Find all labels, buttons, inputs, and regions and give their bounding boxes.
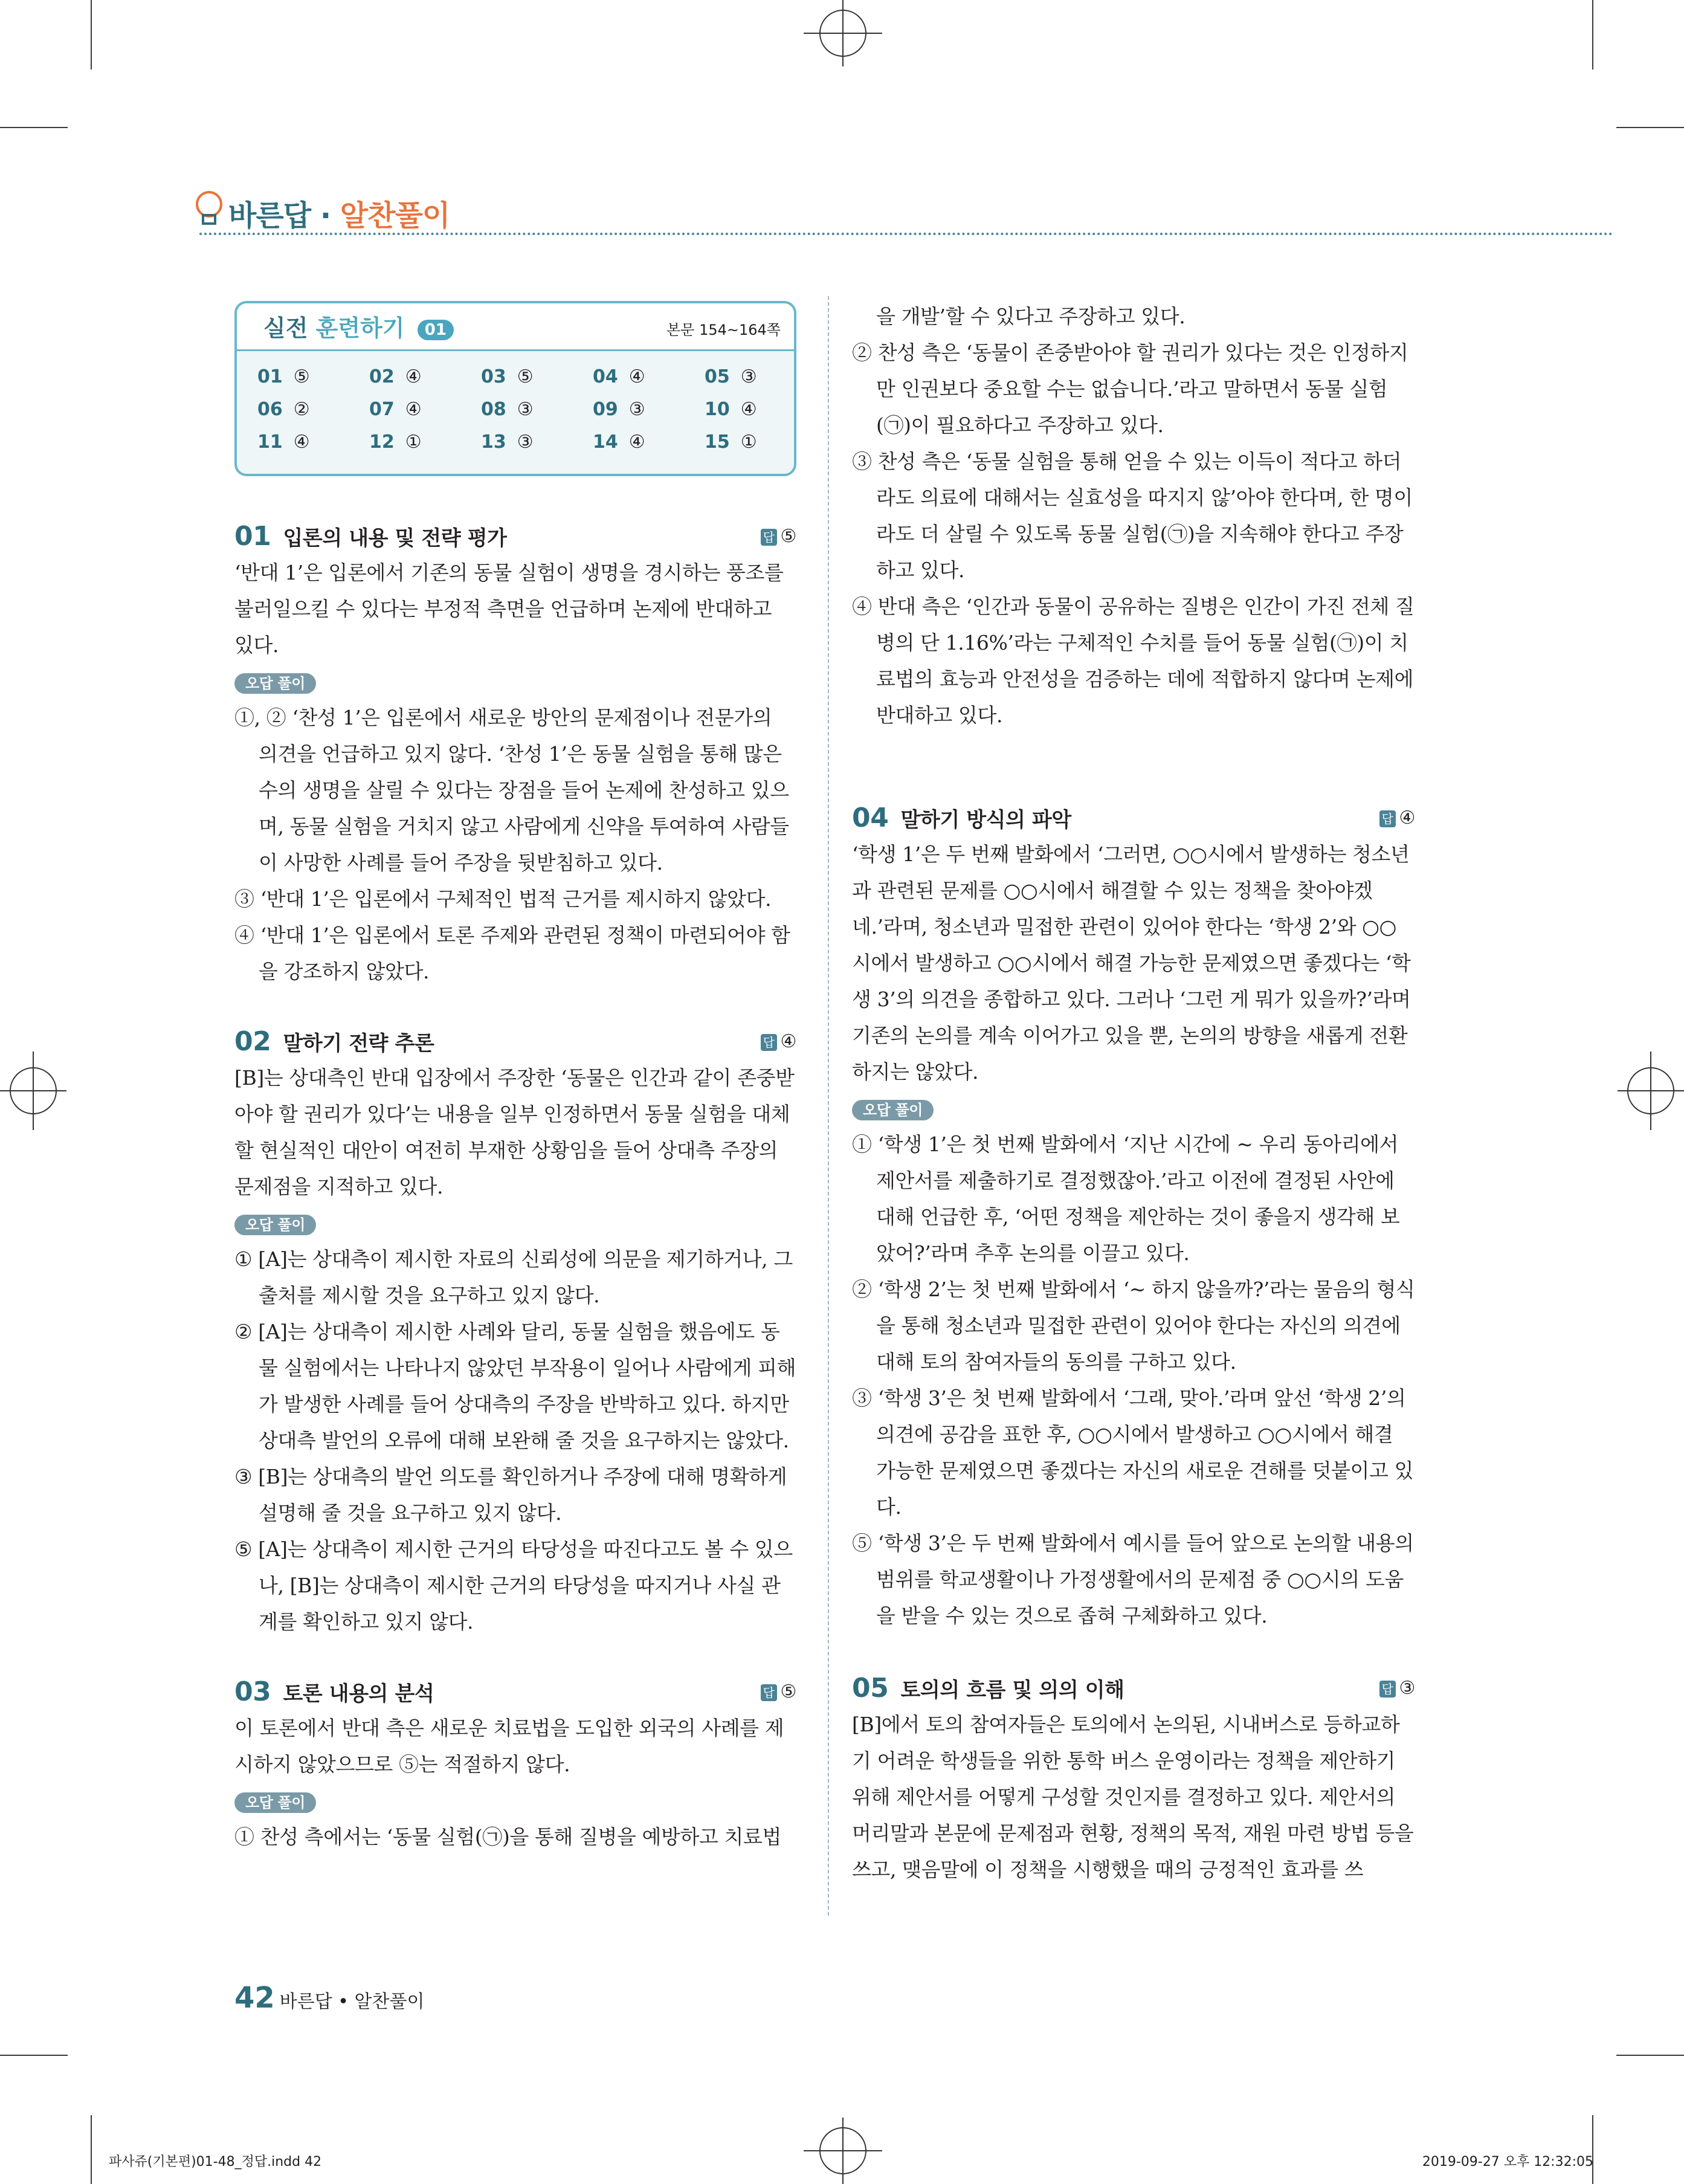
answer-cell-number: 13 — [481, 431, 506, 453]
answer-label: 답 — [1379, 810, 1396, 827]
answer-cell-value: ④ — [740, 399, 757, 420]
section-number: 05 — [852, 1673, 889, 1704]
answer-cell — [481, 431, 534, 453]
wrong-answer-badge: 오답 풀이 — [234, 1215, 316, 1235]
section-01-title — [234, 519, 796, 555]
section-number: 01 — [234, 521, 271, 552]
answer-cell-value: ① — [405, 431, 422, 453]
answer-cell-number: 14 — [593, 431, 618, 453]
answer-cell-value: ③ — [517, 431, 534, 453]
registration-mark-bottom — [798, 2118, 888, 2184]
answer-cell-value: ③ — [740, 366, 757, 387]
answer-cell-number: 11 — [257, 431, 283, 453]
slug-right: 2019-09-27 오후 12:32:05 — [1422, 2154, 1593, 2169]
answer-cell-number: 09 — [593, 399, 618, 420]
answer-mark — [1379, 800, 1415, 836]
section-02-title — [234, 1024, 796, 1060]
answer-cell — [257, 366, 310, 387]
title-num: 01 — [418, 320, 454, 340]
answer-value: ④ — [1399, 807, 1415, 829]
crop-mark — [0, 2055, 68, 2056]
section-02-body: [B]는 상대측인 반대 입장에서 주장한 ‘동물은 인간과 같이 존중받아야 할 권리가 있다’는 내용을 일부 인정하면서 동물 실험을 대체할 현실적인 대안이 여전히 부재한 상황임을 들어 상대측 주장의 문제점을 지적하고 있다. — [234, 1066, 795, 1198]
right-column — [852, 299, 1415, 1888]
crop-mark — [1616, 2055, 1684, 2056]
answer-cell-value: ① — [740, 431, 757, 453]
answer-cell-number: 15 — [705, 431, 730, 453]
section-01-body: ‘반대 1’은 입론에서 기존의 동물 실험이 생명을 경시하는 풍조를 불러일으킬 수 있다는 부정적 측면을 언급하며 논제에 반대하고 있다. — [234, 561, 784, 657]
answer-mark — [761, 1024, 796, 1060]
answer-label: 답 — [761, 1684, 777, 1701]
wrong-answer-badge: 오답 풀이 — [852, 1100, 934, 1120]
section-title-text: 말하기 전략 추론 — [283, 1032, 434, 1056]
answer-cell-value: ③ — [628, 399, 645, 420]
answer-label: 답 — [761, 1034, 777, 1051]
section-title-text: 토의의 흐름 및 의의 이해 — [900, 1678, 1124, 1702]
crop-mark — [1616, 127, 1684, 128]
answer-summary-box — [234, 301, 796, 476]
answer-mark — [761, 519, 796, 555]
crop-mark — [91, 0, 92, 69]
answer-summary-header — [237, 303, 794, 351]
registration-mark-left — [0, 1045, 66, 1136]
section-04-item: ① ‘학생 1’은 첫 번째 발화에서 ‘지난 시간에 ~ 우리 동아리에서 제안서를 제출하기로 결정했잖아.’라고 이전에 결정된 사안에 대해 언급한 후, ‘어떤 정책을 제안하는 것이 좋을지 생각해 보았어?’라며 추후 논의를 이끌고 있다. — [852, 1132, 1400, 1265]
section-number: 02 — [234, 1026, 271, 1057]
section-number: 04 — [852, 803, 889, 833]
section-04-item: ⑤ ‘학생 3’은 두 번째 발화에서 예시를 들어 앞으로 논의할 내용의 범위를 학교생활이나 가정생활에서의 문제점 중 ○○시의 도움을 받을 수 있는 것으로 좁혀 구체화하고 있다. — [852, 1531, 1414, 1627]
answer-cell-number: 02 — [369, 366, 395, 387]
answer-value: ⑤ — [780, 1681, 796, 1702]
answer-cell-number: 07 — [369, 399, 395, 420]
answer-cell-value: ④ — [405, 366, 422, 387]
answer-cell — [705, 431, 757, 453]
answer-cell-number: 08 — [481, 399, 506, 420]
answer-mark — [1379, 1670, 1415, 1707]
answer-cell — [593, 399, 645, 420]
header-rule — [199, 233, 1613, 235]
answer-cell — [481, 366, 534, 387]
section-04-title — [852, 800, 1415, 836]
answer-cell-number: 10 — [705, 399, 730, 420]
section-05-body: [B]에서 토의 참여자들은 토의에서 논의된, 시내버스로 등하교하기 어려운 학생들을 위한 통학 버스 운영이라는 정책을 제안하기 위해 제안서를 어떻게 구성할 것인지를 결정하고 있다. 제안서의 머리말과 본문에 문제점과 현황, 정책의 목적, 재원 마련 방법 등을 쓰고, 맺음말에 이 정책을 시행했을 때의 긍정적인 효과를 쓰 — [852, 1713, 1414, 1881]
answer-cell-value: ③ — [517, 399, 534, 420]
registration-mark-top — [798, 0, 888, 66]
section-title-text: 입론의 내용 및 전략 평가 — [283, 526, 507, 551]
answer-cell — [369, 366, 422, 387]
wrong-answer-badge: 오답 풀이 — [234, 673, 316, 694]
brand-title-a: 바른답 — [228, 199, 311, 233]
answer-cell — [369, 431, 422, 453]
answer-cell — [593, 431, 645, 453]
answer-value: ⑤ — [780, 526, 796, 547]
answer-cell — [257, 431, 310, 453]
section-02-item: ② [A]는 상대측이 제시한 사례와 달리, 동물 실험을 했음에도 동물 실험에서는 나타나지 않았던 부작용이 일어나 사람에게 피해가 발생한 사례를 들어 상대측의 주장을 반박하고 있다. 하지만 상대측 발언의 오류에 대해 보완해 줄 것을 요구하지는 않았다. — [234, 1320, 796, 1452]
answer-cell — [257, 399, 310, 420]
wrong-answer-badge: 오답 풀이 — [234, 1792, 316, 1813]
section-number: 03 — [234, 1676, 271, 1707]
page-number — [234, 1981, 424, 2015]
section-03-item-continued: 을 개발’할 수 있다고 주장하고 있다. — [876, 305, 1186, 328]
section-01-item: ①, ② ‘찬성 1’은 입론에서 새로운 방안의 문제점이나 전문가의 의견을 언급하고 있지 않다. ‘찬성 1’은 동물 실험을 통해 많은 수의 생명을 살릴 수 있다는 장점을 들어 논제에 찬성하고 있으며, 동물 실험을 거치지 않고 사람에게 신약을 투여하여 사람들이 사망한 사례를 들어 주장을 뒷받침하고 있다. — [234, 706, 789, 874]
page-number-value: 42 — [234, 1981, 275, 2015]
answer-cell-value: ④ — [628, 366, 645, 387]
answer-cell — [369, 399, 422, 420]
answer-cell — [705, 366, 757, 387]
answer-value: ③ — [1399, 1678, 1415, 1699]
crop-mark — [1592, 2115, 1593, 2184]
section-02-item: ① [A]는 상대측이 제시한 자료의 신뢰성에 의문을 제기하거나, 그 출처를 제시할 것을 요구하고 있지 않다. — [234, 1247, 793, 1307]
answer-cell-value: ④ — [405, 399, 422, 420]
registration-mark-right — [1618, 1045, 1684, 1136]
section-04-body: ‘학생 1’은 두 번째 발화에서 ‘그러면, ○○시에서 발생하는 청소년과 관련된 문제를 ○○시에서 해결할 수 있는 정책을 찾아야겠네.’라며, 청소년과 밀접한 관련이 있어야 한다는 ‘학생 2’와 ○○시에서 발생하고 ○○시에서 해결 가능한 문제였으면 좋겠다는 ‘학생 3’의 의견을 종합하고 있다. 그러나 ‘그런 게 뭐가 있을까?’라며 기존의 논의를 계속 이어가고 있을 뿐, 논의의 방향을 새롭게 전환하지는 않았다. — [852, 842, 1411, 1084]
answer-label: 답 — [761, 529, 777, 546]
crop-mark — [0, 127, 68, 128]
left-column — [234, 519, 796, 1855]
page-ref: 본문 154~164쪽 — [666, 321, 781, 338]
section-title-text: 말하기 방식의 파악 — [900, 808, 1071, 832]
answer-label: 답 — [1379, 1681, 1396, 1698]
section-02-item: ③ [B]는 상대측의 발언 의도를 확인하거나 주장에 대해 명확하게 설명해 줄 것을 요구하고 있지 않다. — [234, 1465, 787, 1525]
answer-cell-number: 06 — [257, 399, 283, 420]
page-label: 바른답 • 알찬풀이 — [279, 1991, 425, 2012]
crop-mark — [1592, 0, 1593, 69]
section-02-item: ⑤ [A]는 상대측이 제시한 근거의 타당성을 따진다고도 볼 수 있으나, [B]는 상대측이 제시한 근거의 타당성을 따지거나 사실 관계를 확인하고 있지 않다. — [234, 1537, 793, 1633]
brand-title — [228, 192, 450, 234]
section-01-item: ③ ‘반대 1’은 입론에서 구체적인 법적 근거를 제시하지 않았다. — [234, 887, 772, 911]
section-04-item: ② ‘학생 2’는 첫 번째 발화에서 ‘~ 하지 않을까?’라는 물음의 형식을 통해 청소년과 밀접한 관련이 있어야 한다는 자신의 의견에 대해 토의 참여자들의 동의를 구하고 있다. — [852, 1278, 1415, 1374]
section-03-item: ④ 반대 측은 ‘인간과 동물이 공유하는 질병은 인간이 가진 전체 질병의 단 1.16%’라는 구체적인 수치를 들어 동물 실험(㉠)이 치료법의 효능과 안전성을 검증하는 데에 적합하지 않다며 논제에 반대하고 있다. — [852, 595, 1415, 727]
answer-cell-number: 05 — [705, 366, 730, 387]
title-a: 실전 — [263, 315, 308, 341]
answer-cell-value: ② — [293, 399, 310, 420]
section-01-item: ④ ‘반대 1’은 입론에서 토론 주제와 관련된 정책이 마련되어야 함을 강조하지 않았다. — [234, 923, 790, 983]
crop-mark — [91, 2115, 92, 2184]
brand-title-b: 알찬풀이 — [340, 199, 450, 233]
column-separator — [828, 296, 829, 1916]
answer-cell-number: 12 — [369, 431, 395, 453]
section-title-text: 토론 내용의 분석 — [283, 1682, 434, 1706]
answer-cell-value: ④ — [628, 431, 645, 453]
answer-cell — [593, 366, 645, 387]
answer-cell-number: 01 — [257, 366, 283, 387]
answer-cell — [481, 399, 534, 420]
section-05-title — [852, 1670, 1415, 1707]
section-03-item: ③ 찬성 측은 ‘동물 실험을 통해 얻을 수 있는 이득이 적다고 하더라도 의료에 대해서는 실효성을 따지지 않’아야 한다며, 한 명이라도 더 살릴 수 있도록 동물 실험(㉠)을 지속해야 한다고 주장하고 있다. — [852, 450, 1413, 582]
section-03-item: ② 찬성 측은 ‘동물이 존중받아야 할 권리가 있다는 것은 인정하지만 인권보다 중요할 수는 없습니다.’라고 말하면서 동물 실험(㉠)이 필요하다고 주장하고 있다. — [852, 341, 1408, 437]
answer-cell-value: ④ — [293, 431, 310, 453]
slug-left: 파사쥬(기본편)01-48_정답.indd 42 — [109, 2154, 322, 2169]
answer-cell-number: 04 — [593, 366, 618, 387]
answer-cell-value: ⑤ — [517, 366, 534, 387]
section-03-item: ① 찬성 측에서는 ‘동물 실험(㉠)을 통해 질병을 예방하고 치료법 — [234, 1825, 781, 1849]
answer-mark — [761, 1674, 796, 1710]
answer-cell-number: 03 — [481, 366, 506, 387]
brand-title-dot: · — [311, 199, 340, 233]
answer-value: ④ — [780, 1031, 796, 1052]
answer-cell-value: ⑤ — [293, 366, 310, 387]
answer-cell — [705, 399, 757, 420]
answer-summary-title — [263, 309, 454, 343]
lightbulb-icon — [192, 189, 226, 227]
section-03-body: 이 토론에서 반대 측은 새로운 치료법을 도입한 외국의 사례를 제시하지 않았으므로 ⑤는 적절하지 않다. — [234, 1716, 784, 1776]
title-b: 훈련하기 — [315, 315, 405, 341]
section-04-item: ③ ‘학생 3’은 첫 번째 발화에서 ‘그래, 맞아.’라며 앞선 ‘학생 2’의 의견에 공감을 표한 후, ○○시에서 발생하고 ○○시에서 해결 가능한 문제였으면 좋겠다는 자신의 새로운 견해를 덧붙이고 있다. — [852, 1386, 1414, 1519]
section-03-title — [234, 1674, 796, 1710]
